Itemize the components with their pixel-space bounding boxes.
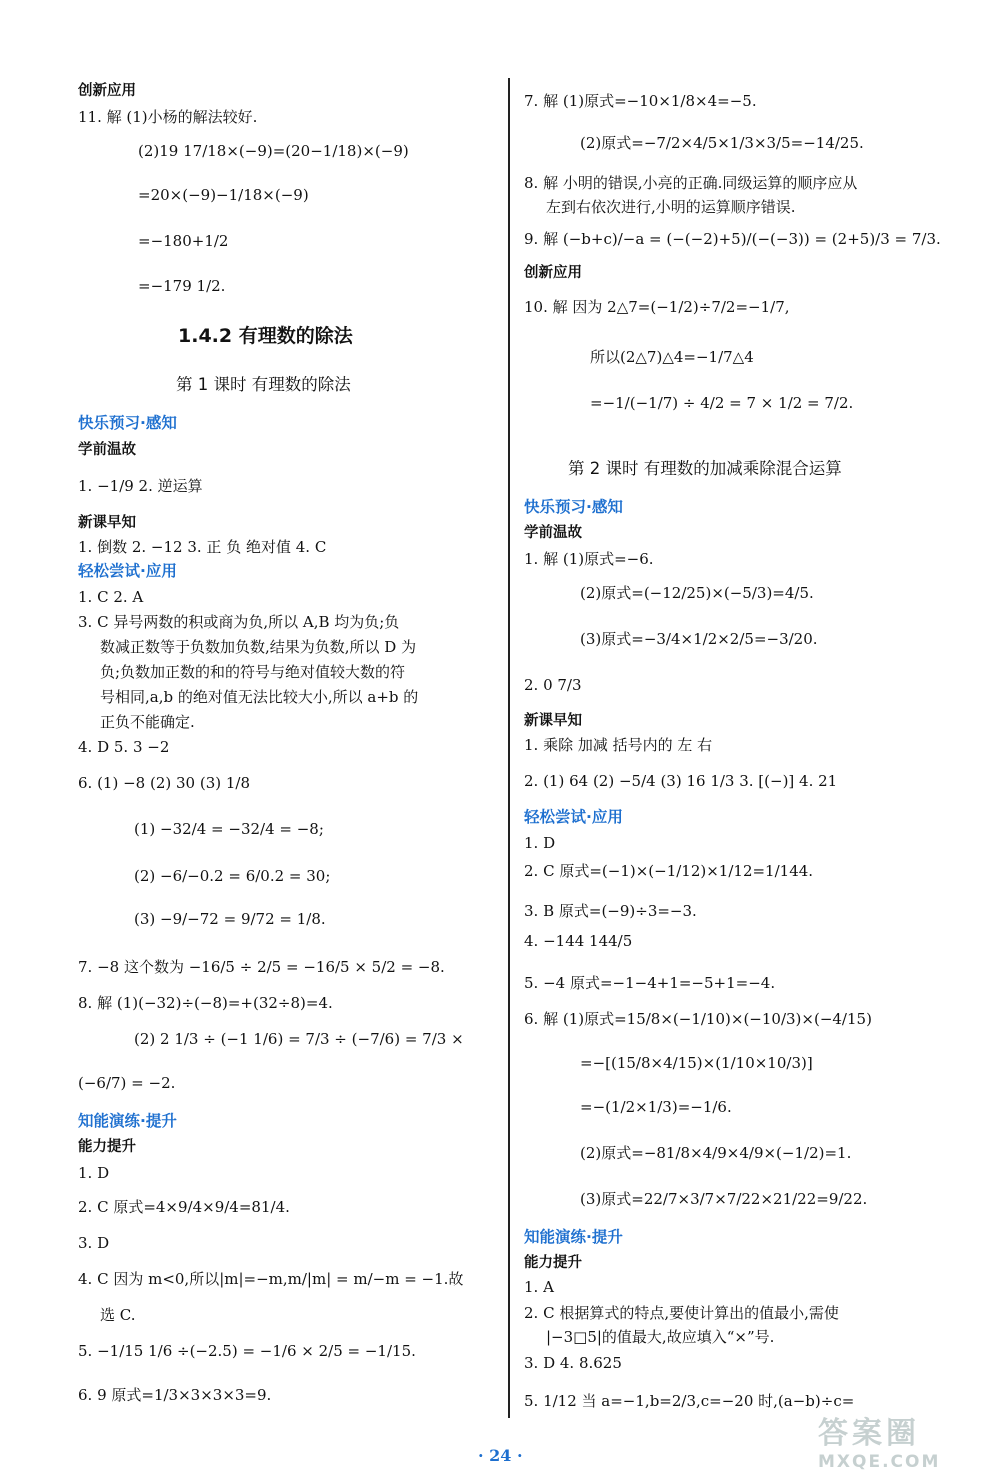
text-line: 1. D xyxy=(524,834,556,852)
text-line: (2) 2 1/3 ÷ (−1 1/6) = 7/3 ÷ (−7/6) = 7/3 × xyxy=(134,1030,464,1048)
text-line: 7. −8 这个数为 −16/5 ÷ 2/5 = −16/5 × 5/2 = −8. xyxy=(78,958,445,976)
text-line: (3) −9/−72 = 9/72 = 1/8. xyxy=(134,910,326,928)
text-line: 6. (1) −8 (2) 30 (3) 1/8 xyxy=(78,774,251,792)
text-line: 轻松尝试·应用 xyxy=(524,808,623,826)
text-line: =20×(−9)−1/18×(−9) xyxy=(138,186,309,204)
text-line: |−3□5|的值最大,故应填入“×”号. xyxy=(546,1328,775,1346)
watermark-line1: 答案圈 xyxy=(818,1416,920,1451)
column-divider xyxy=(508,78,510,1418)
text-line: 知能演练·提升 xyxy=(524,1228,623,1246)
text-line: 5. −1/15 1/6 ÷(−2.5) = −1/6 × 2/5 = −1/15. xyxy=(78,1342,416,1360)
text-line: 所以(2△7)△4=−1/7△4 xyxy=(590,348,754,366)
text-line: 1. D xyxy=(78,1164,110,1182)
text-line: 5. 1/12 当 a=−1,b=2/3,c=−20 时,(a−b)÷c= xyxy=(524,1392,855,1410)
text-line: (2)原式=(−12/25)×(−5/3)=4/5. xyxy=(580,584,814,602)
text-line: 1. A xyxy=(524,1278,554,1296)
text-line: 3. C 异号两数的积或商为负,所以 A,B 均为负;负 xyxy=(78,613,400,631)
text-line: 快乐预习·感知 xyxy=(78,414,177,432)
text-line: 1. 解 (1)原式=−6. xyxy=(524,550,654,568)
text-line: 6. 9 原式=1/3×3×3×3=9. xyxy=(78,1386,272,1404)
watermark-logo xyxy=(818,1408,978,1472)
text-line: (2)原式=−7/2×4/5×1/3×3/5=−14/25. xyxy=(580,134,864,152)
text-line: 2. C 根据算式的特点,要使计算出的值最小,需使 xyxy=(524,1304,839,1322)
text-line: 知能演练·提升 xyxy=(78,1112,177,1130)
page-number: · 24 · xyxy=(478,1446,523,1465)
text-line: =−[(15/8×4/15)×(1/10×10/3)] xyxy=(580,1054,813,1072)
text-line: 8. 解 小明的错误,小亮的正确.同级运算的顺序应从 xyxy=(524,174,858,192)
text-line: 学前温故 xyxy=(524,525,582,541)
text-line: 11. 解 (1)小杨的解法较好. xyxy=(78,108,258,126)
text-line: (1) −32/4 = −32/4 = −8; xyxy=(134,820,324,838)
text-line: 新课早知 xyxy=(524,713,582,729)
text-line: 4. D 5. 3 −2 xyxy=(78,738,170,756)
text-line: 号相同,a,b 的绝对值无法比较大小,所以 a+b 的 xyxy=(100,688,419,706)
text-line: 学前温故 xyxy=(78,442,136,458)
text-line: 左到右依次进行,小明的运算顺序错误. xyxy=(546,198,796,216)
text-line: =−180+1/2 xyxy=(138,232,229,250)
text-line: 创新应用 xyxy=(524,265,582,281)
text-line: 3. D 4. 8.625 xyxy=(524,1354,622,1372)
text-line: 1. −1/9 2. 逆运算 xyxy=(78,477,203,495)
text-line: 4. C 因为 m<0,所以|m|=−m,m/|m| = m/−m = −1.故 xyxy=(78,1270,464,1288)
text-line: =−1/(−1/7) ÷ 4/2 = 7 × 1/2 = 7/2. xyxy=(590,394,854,412)
text-line: 快乐预习·感知 xyxy=(524,498,623,516)
text-line: 1. 倒数 2. −12 3. 正 负 绝对值 4. C xyxy=(78,538,327,556)
text-line: 第 2 课时 有理数的加减乘除混合运算 xyxy=(568,459,842,478)
text-line: 5. −4 原式=−1−4+1=−5+1=−4. xyxy=(524,974,776,992)
text-line: 新课早知 xyxy=(78,515,136,531)
text-line: =−179 1/2. xyxy=(138,277,226,295)
text-line: 能力提升 xyxy=(78,1139,136,1155)
text-line: (3)原式=22/7×3/7×7/22×21/22=9/22. xyxy=(580,1190,868,1208)
text-line: 7. 解 (1)原式=−10×1/8×4=−5. xyxy=(524,92,757,110)
text-line: (2) −6/−0.2 = 6/0.2 = 30; xyxy=(134,867,331,885)
text-line: (2)原式=−81/8×4/9×4/9×(−1/2)=1. xyxy=(580,1144,852,1162)
text-line: 10. 解 因为 2△7=(−1/2)÷7/2=−1/7, xyxy=(524,298,790,316)
text-line: 创新应用 xyxy=(78,83,136,99)
text-line: 3. D xyxy=(78,1234,110,1252)
text-line: 9. 解 (−b+c)/−a = (−(−2)+5)/(−(−3)) = (2+5)/3 = 7/3. xyxy=(524,230,941,248)
text-line: 正负不能确定. xyxy=(100,713,195,731)
text-line: 3. B 原式=(−9)÷3=−3. xyxy=(524,902,697,920)
text-line: 2. (1) 64 (2) −5/4 (3) 16 1/3 3. [(−)] 4. 21 xyxy=(524,772,838,790)
text-line: 4. −144 144/5 xyxy=(524,932,633,950)
text-line: 6. 解 (1)原式=15/8×(−1/10)×(−10/3)×(−4/15) xyxy=(524,1010,872,1028)
text-line: 1. C 2. A xyxy=(78,588,144,606)
text-line: 第 1 课时 有理数的除法 xyxy=(176,375,351,394)
text-line: (2)19 17/18×(−9)=(20−1/18)×(−9) xyxy=(138,142,409,160)
text-line: 轻松尝试·应用 xyxy=(78,562,177,580)
text-line: 8. 解 (1)(−32)÷(−8)=+(32÷8)=4. xyxy=(78,994,333,1012)
text-line: 1. 乘除 加减 括号内的 左 右 xyxy=(524,736,713,754)
text-line: (−6/7) = −2. xyxy=(78,1074,176,1092)
text-line: 2. 0 7/3 xyxy=(524,676,582,694)
text-line: (3)原式=−3/4×1/2×2/5=−3/20. xyxy=(580,630,818,648)
text-line: 1.4.2 有理数的除法 xyxy=(178,325,353,347)
text-line: 负;负数加正数的和的符号与绝对值较大数的符 xyxy=(100,663,406,681)
text-line: =−(1/2×1/3)=−1/6. xyxy=(580,1098,732,1116)
text-line: 2. C 原式=4×9/4×9/4=81/4. xyxy=(78,1198,290,1216)
text-line: 能力提升 xyxy=(524,1255,582,1271)
text-line: 选 C. xyxy=(100,1306,136,1324)
text-line: 2. C 原式=(−1)×(−1/12)×1/12=1/144. xyxy=(524,862,814,880)
text-line: 数减正数等于负数加负数,结果为负数,所以 D 为 xyxy=(100,638,417,656)
watermark-line2: MXQE.COM xyxy=(818,1452,941,1472)
